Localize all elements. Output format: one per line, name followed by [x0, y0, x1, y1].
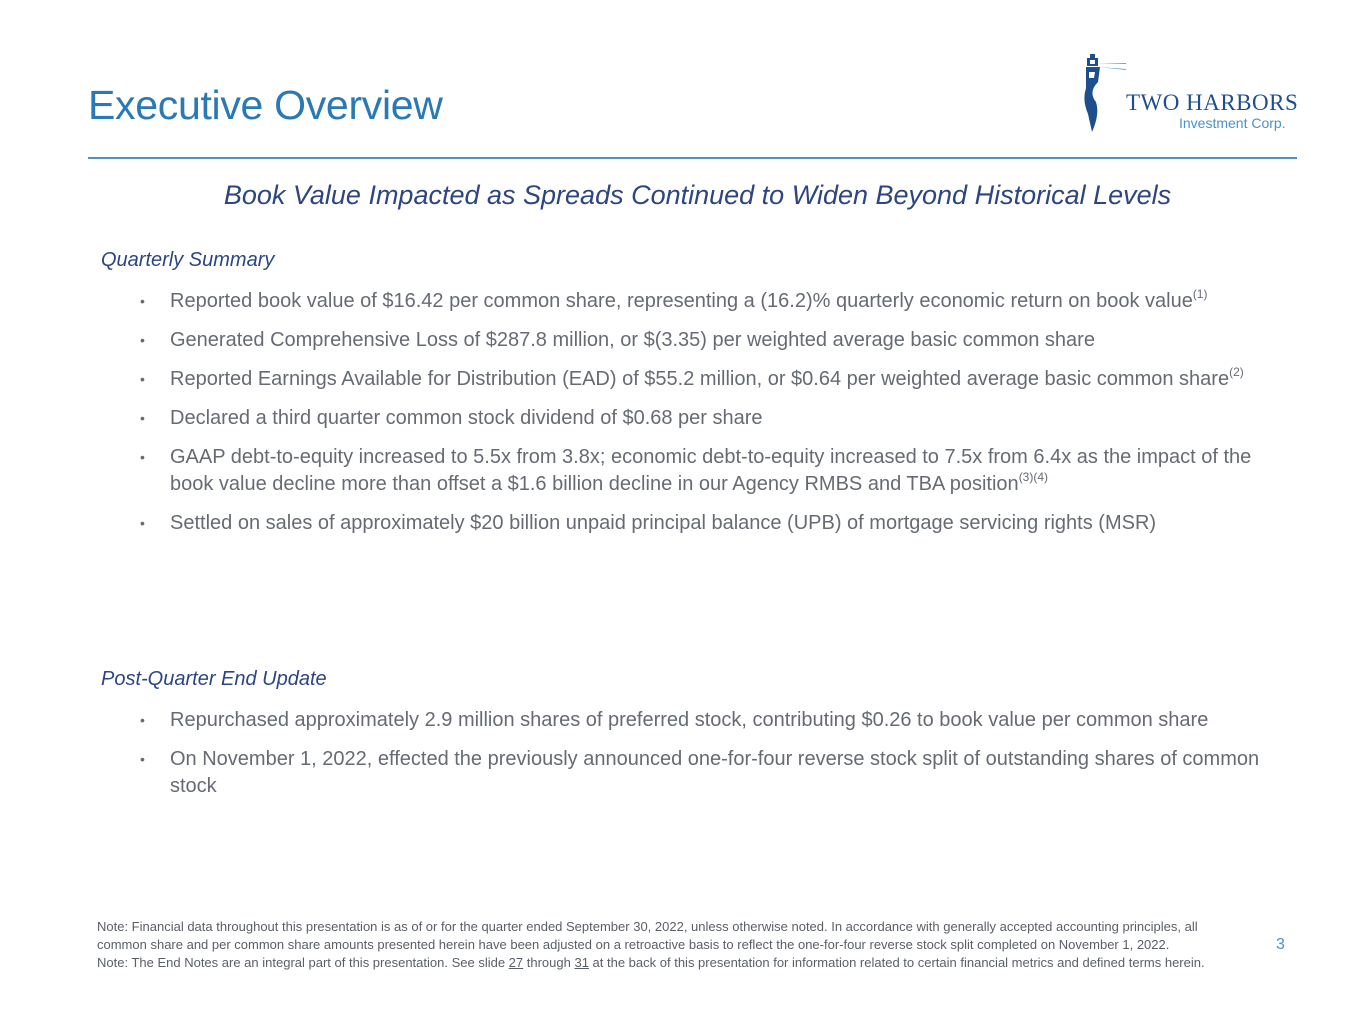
- post-quarter-list: [140, 707, 1290, 812]
- logo-subtitle: Investment Corp.: [1179, 115, 1286, 131]
- logo-name: TWO HARBORS: [1126, 90, 1299, 115]
- slide-31-link[interactable]: 31: [574, 955, 589, 970]
- list-item: • GAAP debt-to-equity increased to 5.5x from 3.8x; economic debt-to-equity increased to 7.5x from 6.4x as the impact of the book value decline more than offset a $1.6 billion decline in our Agency RMBS and TBA position$^{(3)(4)}$: [140, 446, 1252, 495]
- header-divider: [88, 157, 1297, 159]
- list-item: • Repurchased approximately 2.9 million shares of preferred stock, contributing $0.26 to book value per common share: [140, 707, 1290, 734]
- bullet-icon: •: [140, 751, 145, 767]
- bullet-icon: •: [140, 410, 145, 426]
- list-item: • Reported Earnings Available for Distribution (EAD) of $55.2 million, or $0.64 per weighted average basic common share$^{(2)}$: [140, 366, 1290, 393]
- footnote-1: Note: Financial data throughout this presentation is as of or for the quarter ended September 30, 2022, unless otherwise noted. In accordance with generally accepted accounting principles, all common share and per common share amounts presented herein have been adjusted on a retroactive basis to reflect the one-for-four reverse stock split completed on November 1, 2022.: [97, 919, 1198, 952]
- quarterly-summary-list: [140, 288, 1290, 549]
- slide-headline: Book Value Impacted as Spreads Continued to Widen Beyond Historical Levels: [223, 180, 1172, 210]
- quarterly-summary-title: Quarterly Summary: [101, 249, 275, 271]
- post-quarter-title: Post-Quarter End Update: [101, 668, 327, 690]
- company-logo: [1076, 52, 1306, 142]
- page-number: 3: [1276, 936, 1285, 953]
- page-title: Executive Overview: [88, 82, 443, 128]
- bullet-icon: •: [140, 449, 145, 465]
- lighthouse-icon: [1076, 52, 1126, 142]
- slide-27-link[interactable]: 27: [508, 955, 524, 970]
- list-item: • Generated Comprehensive Loss of $287.8 million, or $(3.35) per weighted average basic common share: [140, 327, 1290, 354]
- bullet-icon: •: [140, 712, 145, 728]
- list-item: • Reported book value of $16.42 per common share, representing a (16.2)% quarterly economic return on book value$^{(1)}$: [140, 288, 1290, 315]
- list-item: • Declared a third quarter common stock dividend of $0.68 per share: [140, 405, 1290, 432]
- list-item: • On November 1, 2022, effected the previously announced one-for-four reverse stock split of outstanding shares of common stock: [140, 748, 1260, 797]
- bullet-icon: •: [140, 332, 145, 348]
- bullet-icon: •: [140, 371, 145, 387]
- bullet-icon: •: [140, 293, 145, 309]
- list-item: • Settled on sales of approximately $20 billion unpaid principal balance (UPB) of mortgage servicing rights (MSR): [140, 510, 1290, 537]
- footnote-2: Note: The End Notes are an integral part of this presentation. See slide 27 through 31 at the back of this presentation for information related to certain financial metrics and defined terms herein.: [97, 955, 1205, 970]
- footnotes: [97, 918, 1227, 972]
- bullet-icon: •: [140, 515, 145, 531]
